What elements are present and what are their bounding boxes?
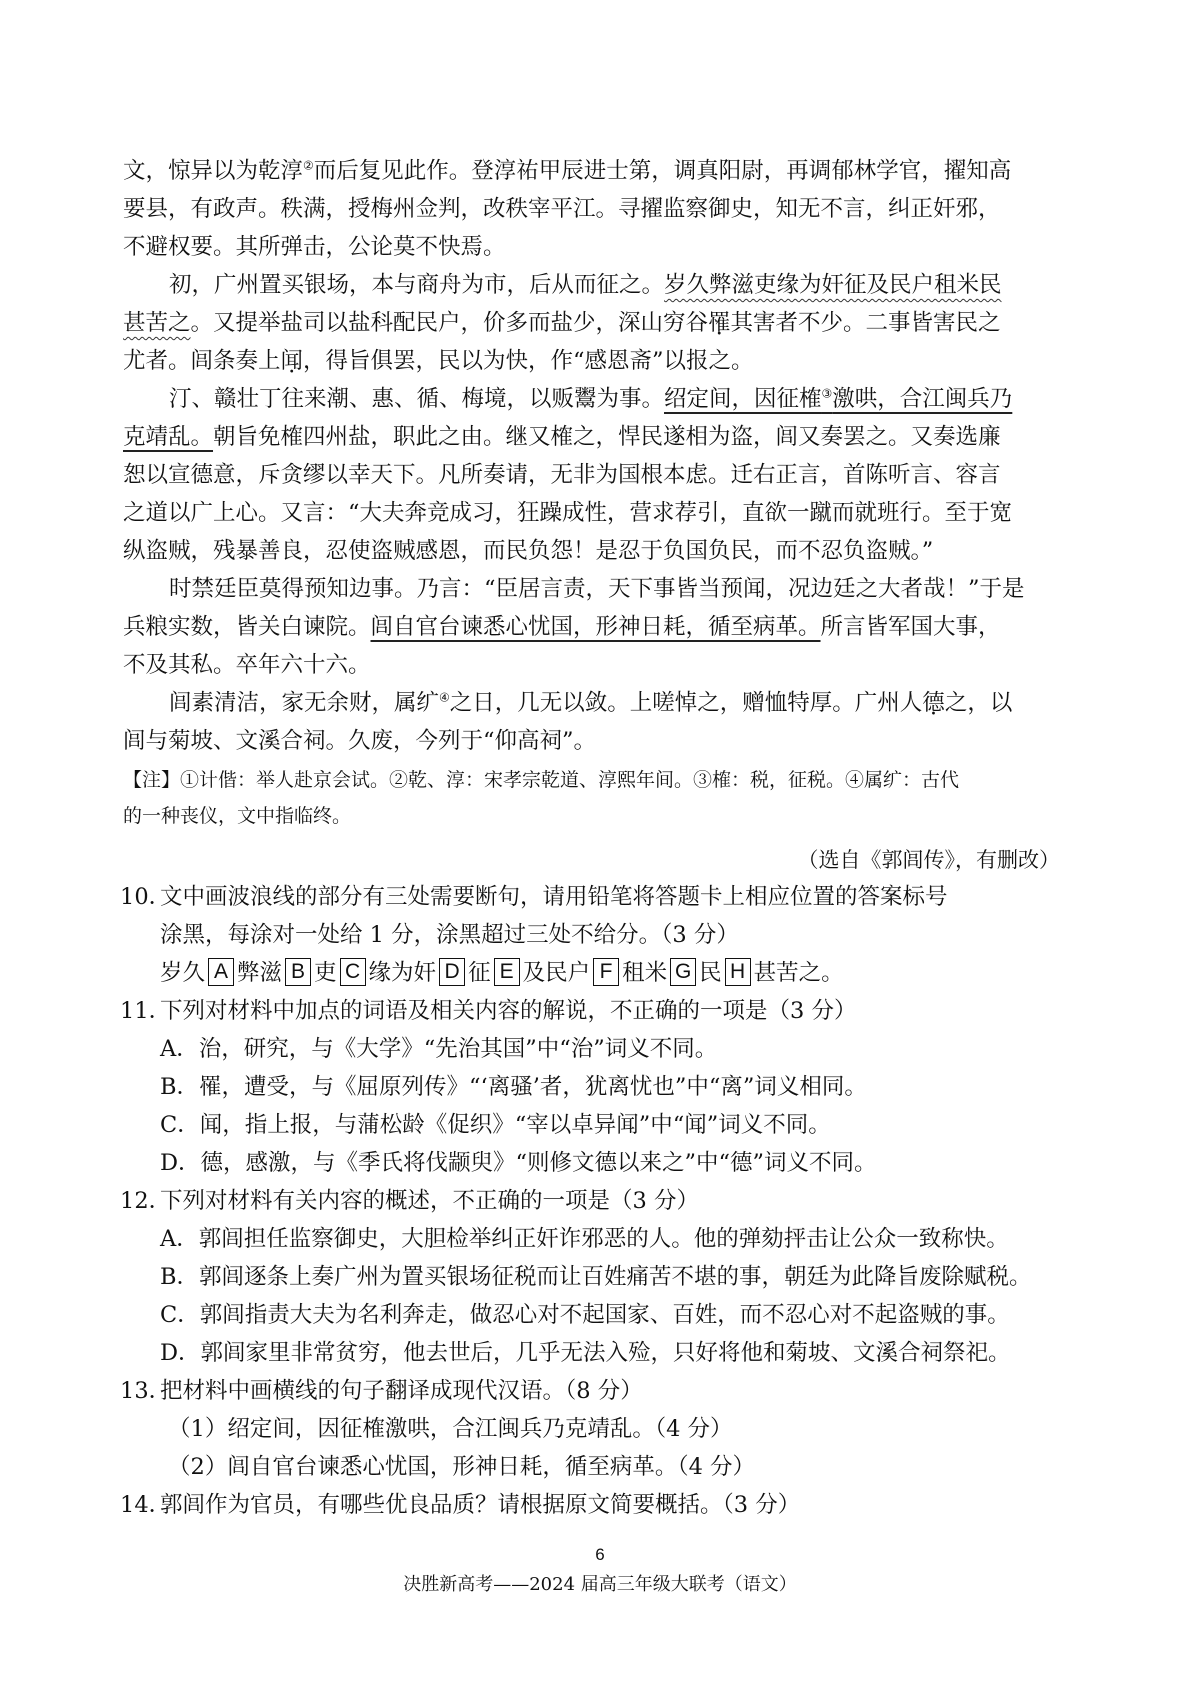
wavy-underlined-text: 甚苦之 xyxy=(123,310,191,336)
option-c[interactable]: C．闻，指上报，与蒲松龄《促织》“宰以卓异闻”中“闻”词义不同。 xyxy=(160,1112,831,1138)
text-line: 之，以 xyxy=(944,690,1013,716)
page-number: 6 xyxy=(595,1545,605,1564)
dotted-word: 德 xyxy=(922,690,945,716)
option-a[interactable]: A．治，研究，与《大学》“先治其国”中“治”词义不同。 xyxy=(160,1036,718,1062)
option-a[interactable]: A．郭闾担任监察御史，大胆检举纠正奸诈邪恶的人。他的弹劾抨击让公众一致称快。 xyxy=(160,1226,1009,1252)
text-line: 之日，几无以敛。上嗟悼之，赠恤特厚。广州人 xyxy=(449,690,923,716)
option-b[interactable]: B．郭闾逐条上奏广州为置买银场征税而让百姓痛苦不堪的事，朝廷为此降旨废除赋税。 xyxy=(160,1264,1032,1290)
question-stem: 涂黑，每涂对一处给 1 分，涂黑超过三处不给分。（3 分） xyxy=(160,922,739,948)
question-number: 11． xyxy=(120,998,172,1024)
question-11 xyxy=(120,992,1095,1182)
question-number: 10． xyxy=(120,884,172,910)
question-12 xyxy=(120,1182,1095,1372)
passage-paragraph-3 xyxy=(123,380,1088,570)
answer-box-d[interactable]: D xyxy=(439,958,465,986)
question-stem: 文中画波浪线的部分有三处需要断句，请用铅笔将答题卡上相应位置的答案标号 xyxy=(160,884,948,910)
footnotes xyxy=(123,762,1088,834)
question-stem: 下列对材料有关内容的概述，不正确的一项是（3 分） xyxy=(160,1188,699,1214)
translation-item-1: （1）绍定间，因征榷激哄，合江闽兵乃克靖乱。（4 分） xyxy=(168,1416,733,1442)
passage-paragraph-4 xyxy=(123,570,1088,684)
answer-box-f[interactable]: F xyxy=(593,958,619,986)
question-number: 14． xyxy=(120,1492,172,1518)
answer-box-c[interactable]: C xyxy=(340,958,366,986)
underlined-sentence: 绍定间，因征榷③激哄，合江闽兵乃 xyxy=(664,386,1013,412)
passage-paragraph-2 xyxy=(123,266,1088,380)
option-d[interactable]: D．德，感激，与《季氏将伐颛臾》“则修文德以来之”中“德”词义不同。 xyxy=(160,1150,877,1176)
option-d[interactable]: D．郭闾家里非常贫穷，他去世后，几乎无法入殓，只好将他和菊坡、文溪合祠祭祀。 xyxy=(160,1340,1011,1366)
text-line: 汀、赣壮丁往来潮、惠、循、梅境，以贩鬻为事。 xyxy=(169,386,665,412)
footnote-line: 的一种丧仪，文中指临终。 xyxy=(123,805,352,827)
text-line: 恕以宣德意，斥贪缪以幸天下。凡所奏请，无非为国根本虑。迁右正言，首陈听言、容言 xyxy=(123,462,1001,488)
question-13 xyxy=(120,1372,1095,1486)
text-line: 兵粮实数，皆关白谏院。 xyxy=(123,614,371,640)
dotted-word: 闻 xyxy=(280,348,304,374)
question-stem: 下列对材料中加点的词语及相关内容的解说，不正确的一项是（3 分） xyxy=(160,998,857,1024)
wavy-underlined-text: 岁久弊滋吏缘为奸征及民户租米民 xyxy=(664,272,1002,298)
text-line: ，得旨俱罢，民以为快，作“感恩斋”以报之。 xyxy=(303,348,754,374)
option-c[interactable]: C．郭闾指责大夫为名利奔走，做忍心对不起国家、百姓，而不忍心对不起盗贼的事。 xyxy=(160,1302,1010,1328)
footnote-marker: ③ xyxy=(821,386,833,401)
text-line: 闾与菊坡、文溪合祠。久废，今列于“仰高祠”。 xyxy=(123,728,597,754)
page-footer: 决胜新高考——2024 届高三年级大联考（语文） xyxy=(403,1574,797,1595)
translation-item-2: （2）闾自官台谏悉心忧国，形神日耗，循至病革。（4 分） xyxy=(168,1454,756,1480)
text-line: 之道以广上心。又言：“大夫奔竞成习，狂躁成性，营求荐引，直欲一蹴而就班行。至于宽 xyxy=(123,500,1013,526)
text-line: 文，惊异以为乾淳 xyxy=(123,158,304,184)
option-b[interactable]: B．罹，遭受，与《屈原列传》“‘离骚’者，犹离忧也”中“离”词义相同。 xyxy=(160,1074,867,1100)
text-line: 所言皆军国大事， xyxy=(820,614,1001,640)
source-citation: （选自《郭闾传》，有删改） xyxy=(797,848,1060,872)
text-line: 时禁廷臣莫得预知边事。乃言：“臣居言责，天下事皆当预闻，况边廷之大者哉！”于是 xyxy=(169,576,1025,602)
answer-box-h[interactable]: H xyxy=(725,958,751,986)
footnote-line: 【注】①计偕：举人赴京会试。②乾、淳：宋孝宗乾道、淳熙年间。③榷：税，征税。④属纩：古代 xyxy=(123,769,960,791)
answer-box-g[interactable]: G xyxy=(670,958,696,986)
text-line: 尤者。闾条奏上 xyxy=(123,348,281,374)
answer-box-a[interactable]: A xyxy=(208,958,234,986)
underlined-sentence: 闾自官台谏悉心忧国，形神日耗，循至病革。 xyxy=(370,614,821,640)
question-10 xyxy=(120,878,1095,992)
text-line: 闾素清洁，家无余财，属纩 xyxy=(169,690,440,716)
question-stem: 郭闾作为官员，有哪些优良品质？请根据原文简要概括。（3 分） xyxy=(160,1492,801,1518)
sentence-break-options: 岁久 A 弊滋 B 吏 C 缘为奸 D 征 E 及民户 F 租米 G 民 H 甚苦之。 xyxy=(160,960,844,986)
passage-paragraph-5 xyxy=(123,684,1088,760)
text-line: 纵盗贼，残暴善良，忍使盗贼感恩，而民负怨！是忍于负国负民，而不忍负盗贼。” xyxy=(123,538,934,564)
text-line: 。又提举盐司以盐科配民户，价多而盐少，深山穷谷 xyxy=(190,310,709,336)
footnote-marker: ④ xyxy=(439,690,450,705)
answer-box-e[interactable]: E xyxy=(494,958,520,986)
passage-paragraph-1 xyxy=(123,152,1088,266)
text-line: 不避权要。其所弹击，公论莫不快焉。 xyxy=(123,234,506,260)
text-line: 而后复见此作。登淳祐甲辰进士第，调真阳尉，再调郁林学官，擢知高 xyxy=(313,158,1012,184)
question-number: 13． xyxy=(120,1378,172,1404)
text-line: 其害者不少。二事皆害民之 xyxy=(730,310,1001,336)
text-line: 不及其私。卒年六十六。 xyxy=(123,652,371,678)
text-line: 朝旨免榷四州盐，职此之由。继又榷之，悍民遂相为盗，闾又奏罢之。又奏选廉 xyxy=(213,424,1001,450)
question-14 xyxy=(120,1486,1095,1524)
dotted-word: 罹 xyxy=(708,310,731,336)
question-number: 12． xyxy=(120,1188,172,1214)
text-line: 初，广州置买银场，本与商舟为市，后从而征之。 xyxy=(169,272,665,298)
answer-box-b[interactable]: B xyxy=(285,958,311,986)
text-line: 要县，有政声。秩满，授梅州佥判，改秩宰平江。寻擢监察御史，知无不言，纠正奸邪， xyxy=(123,196,1001,222)
underlined-sentence: 克靖乱。 xyxy=(123,424,214,450)
footnote-marker: ② xyxy=(303,158,314,173)
question-stem: 把材料中画横线的句子翻译成现代汉语。（8 分） xyxy=(160,1378,643,1404)
